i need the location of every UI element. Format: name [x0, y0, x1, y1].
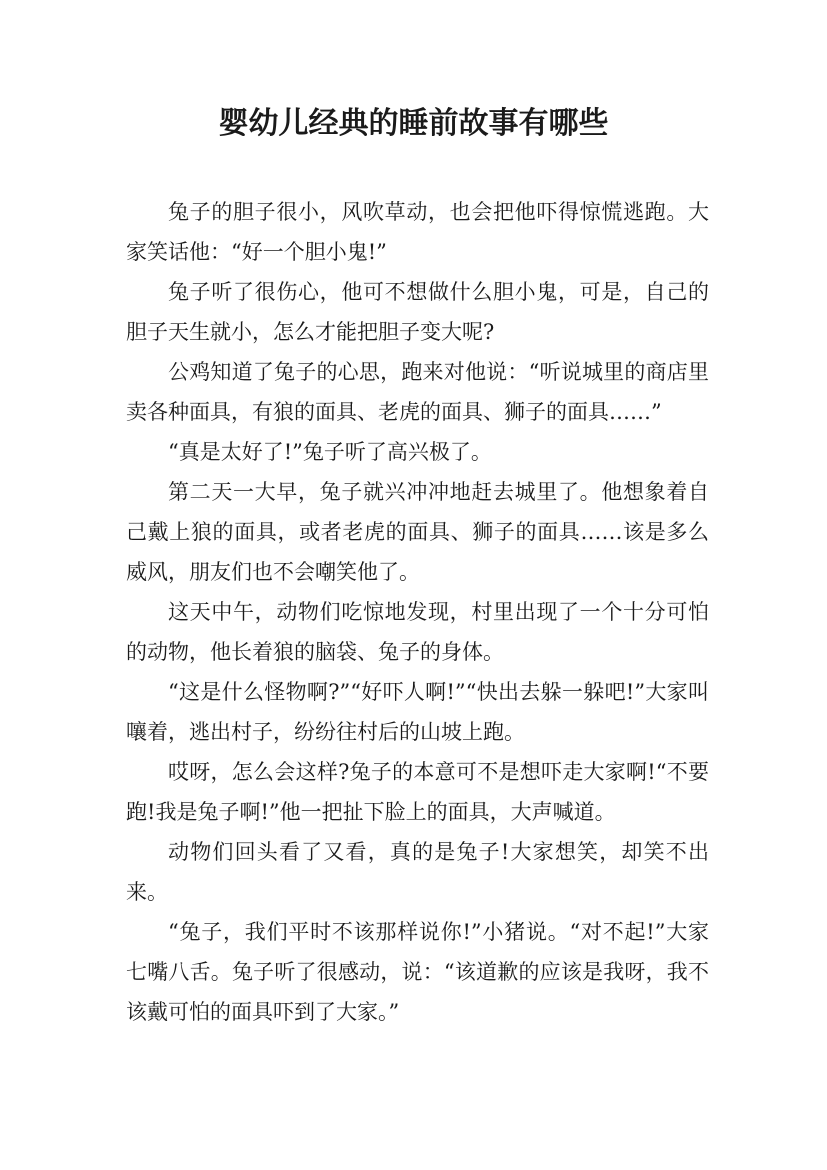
paragraph: “兔子，我们平时不该那样说你!”小猪说。“对不起!”大家七嘴八舌。兔子听了很感动，说：“该道歉的应该是我呀，我不该戴可怕的面具吓到了大家。” [126, 920, 709, 1024]
paragraph: 动物们回头看了又看，真的是兔子!大家想笑，却笑不出来。 [126, 840, 709, 904]
document-title: 婴幼儿经典的睡前故事有哪些 [218, 106, 609, 141]
paragraph: 这天中午，动物们吃惊地发现，村里出现了一个十分可怕的动物，他长着狼的脑袋、兔子的身体。 [126, 600, 709, 664]
paragraph: 兔子听了很伤心，他可不想做什么胆小鬼，可是，自己的胆子天生就小，怎么才能把胆子变大呢? [126, 280, 709, 344]
paragraph: 第二天一大早，兔子就兴冲冲地赶去城里了。他想象着自己戴上狼的面具，或者老虎的面具、狮子的面具……该是多么威风，朋友们也不会嘲笑他了。 [126, 480, 709, 584]
paragraph: 哎呀，怎么会这样?兔子的本意可不是想吓走大家啊!“不要跑!我是兔子啊!”他一把扯下脸上的面具，大声喊道。 [126, 760, 709, 824]
document-body [126, 192, 709, 1032]
paragraph: “这是什么怪物啊?”“好吓人啊!”“快出去躲一躲吧!”大家叫嚷着，逃出村子，纷纷往村后的山坡上跑。 [126, 680, 709, 744]
paragraph: 兔子的胆子很小，风吹草动，也会把他吓得惊慌逃跑。大家笑话他：“好一个胆小鬼!” [126, 200, 709, 264]
paragraph: “真是太好了!”兔子听了高兴极了。 [168, 440, 492, 464]
paragraph: 公鸡知道了兔子的心思，跑来对他说：“听说城里的商店里卖各种面具，有狼的面具、老虎的面具、狮子的面具……” [126, 360, 709, 424]
